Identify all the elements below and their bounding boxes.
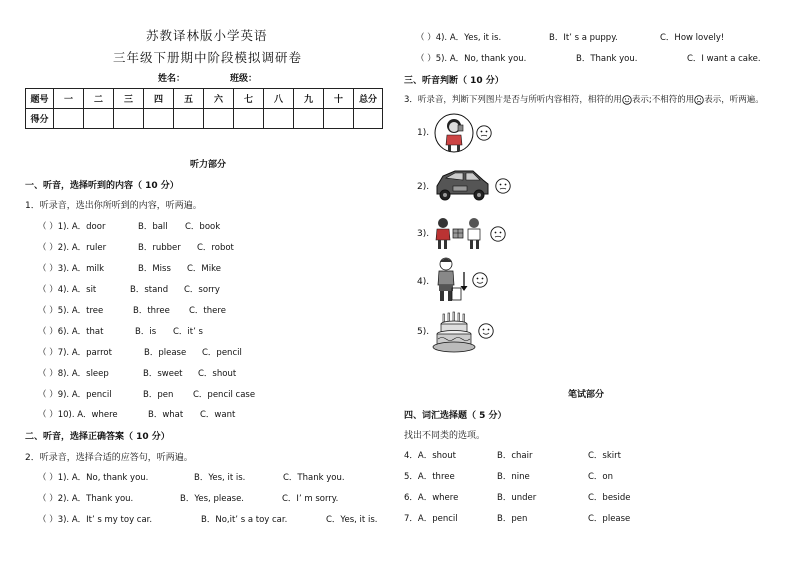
section3-heading: 三、听音判断（ 10 分） (404, 76, 504, 86)
score-cell[interactable] (324, 109, 354, 129)
question-a: （ ）2). A．ruler (38, 243, 107, 253)
sad-face-icon (495, 178, 511, 194)
class-label: 班级： (230, 74, 258, 84)
question-a: （ ）10). A．where (38, 410, 118, 420)
smile-face-icon (478, 323, 494, 339)
picture-label: 4). (417, 277, 430, 287)
question-a: （ ）8). A．sleep (38, 369, 109, 379)
option-c: C．pencil (202, 348, 242, 358)
option-c: C．beside (588, 493, 631, 503)
smile-face-icon (622, 95, 632, 105)
score-header-cell: 十 (324, 89, 354, 109)
score-cell[interactable] (294, 109, 324, 129)
section2-heading: 二、听音，选择正确答案（ 10 分） (25, 432, 170, 442)
instruction-text: 表示;不相符的用 (631, 95, 695, 105)
question-a: （ ）1). A．No, thank you. (38, 473, 149, 483)
option-b: B．three (133, 306, 170, 316)
option-c: C．Yes, it is. (326, 515, 378, 525)
option-c: C．it’ s (173, 327, 203, 337)
option-b: B．It’ s a puppy. (549, 33, 618, 43)
question-a: （ ）2). A．Thank you. (38, 494, 134, 504)
instruction-text: 表示，听两遍。 (704, 95, 764, 105)
score-table-header-row (26, 89, 383, 109)
score-cell[interactable] (144, 109, 174, 129)
score-header-cell: 七 (234, 89, 264, 109)
section2-instruction: 2．听录音，选择合适的应答句，听两遍。 (25, 453, 193, 463)
option-a: 6．A．where (404, 493, 459, 503)
option-c: C．on (588, 472, 614, 482)
option-c: C．Thank you. (283, 473, 345, 483)
section3-instruction (404, 93, 764, 105)
option-c: C．want (200, 410, 236, 420)
option-a: 5．A．three (404, 472, 455, 482)
option-b: B．what (148, 410, 184, 420)
score-header-cell: 八 (264, 89, 294, 109)
exam-subtitle: 三年级下册期中阶段模拟调研卷 (113, 50, 303, 65)
option-b: B．nine (497, 472, 530, 482)
section1-heading: 一、听音，选择听到的内容（ 10 分） (25, 181, 179, 191)
option-b: B．is (135, 327, 157, 337)
score-cell[interactable] (114, 109, 144, 129)
option-c: C．skirt (588, 451, 621, 461)
option-b: B．Thank you. (576, 54, 638, 64)
boy-sitting-icon (434, 256, 470, 304)
option-c: C．there (189, 306, 226, 316)
option-b: B．chair (497, 451, 533, 461)
question-a: （ ）6). A．that (38, 327, 104, 337)
option-b: B．Miss (138, 264, 171, 274)
picture-label: 2). (417, 182, 430, 192)
score-header-cell: 一 (54, 89, 84, 109)
picture-label: 3). (417, 229, 430, 239)
score-table-score-row (26, 109, 383, 129)
car-icon (433, 166, 491, 202)
smile-face-icon (472, 272, 488, 288)
name-label: 姓名： (158, 74, 186, 84)
option-c: C．pencil case (193, 390, 256, 400)
option-b: B．stand (130, 285, 169, 295)
score-cell[interactable] (54, 109, 84, 129)
score-row-label: 得分 (26, 109, 54, 129)
question-a: （ ）4). A．Yes, it is. (416, 33, 502, 43)
option-b: B．sweet (143, 369, 183, 379)
picture-label: 1). (417, 128, 430, 138)
score-cell[interactable] (84, 109, 114, 129)
question-a: （ ）4). A．sit (38, 285, 97, 295)
option-c: C．please (588, 514, 631, 524)
score-cell[interactable] (234, 109, 264, 129)
score-cell[interactable] (264, 109, 294, 129)
option-b: B．ball (138, 222, 168, 232)
score-table (25, 88, 383, 129)
option-c: C．How lovely! (660, 33, 725, 43)
option-b: B．under (497, 493, 537, 503)
sad-face-icon (694, 95, 704, 105)
question-a: （ ）1). A．door (38, 222, 106, 232)
score-header-cell: 题号 (26, 89, 54, 109)
question-a: （ ）9). A．pencil (38, 390, 112, 400)
listening-part-title: 听力部分 (190, 160, 227, 170)
exam-title: 苏教译林版小学英语 (146, 28, 268, 43)
option-c: C．Mike (187, 264, 221, 274)
score-header-cell: 二 (84, 89, 114, 109)
score-header-cell: 四 (144, 89, 174, 109)
score-cell[interactable] (204, 109, 234, 129)
option-b: B．rubber (138, 243, 181, 253)
option-b: B．Yes, please. (180, 494, 245, 504)
score-header-cell: 九 (294, 89, 324, 109)
section4-instruction: 找出不同类的选项。 (404, 431, 486, 441)
option-c: C．I want a cake. (687, 54, 761, 64)
gift-exchange-icon (433, 216, 485, 250)
option-c: C．I’ m sorry. (282, 494, 339, 504)
birthday-cake-icon (432, 311, 476, 355)
option-b: B．pen (497, 514, 528, 524)
question-a: （ ）3). A．It’ s my toy car. (38, 515, 153, 525)
question-a: （ ）7). A．parrot (38, 348, 112, 358)
question-a: （ ）5). A．No, thank you. (416, 54, 527, 64)
sad-face-icon (476, 125, 492, 141)
option-c: C．shout (198, 369, 237, 379)
section1-instruction: 1．听录音，选出你所听到的内容，听两遍。 (25, 201, 202, 211)
option-b: B．No,it’ s a toy car. (201, 515, 288, 525)
option-a: 4．A．shout (404, 451, 456, 461)
picture-label: 5). (417, 327, 430, 337)
score-cell[interactable] (174, 109, 204, 129)
score-header-cell: 三 (114, 89, 144, 109)
score-header-cell: 总分 (354, 89, 383, 109)
option-b: B．Yes, it is. (194, 473, 246, 483)
score-cell[interactable] (354, 109, 383, 129)
question-a: （ ）5). A．tree (38, 306, 104, 316)
question-a: （ ）3). A．milk (38, 264, 105, 274)
sad-face-icon (490, 226, 506, 242)
option-c: C．sorry (184, 285, 220, 295)
score-header-cell: 五 (174, 89, 204, 109)
option-b: B．pen (143, 390, 174, 400)
instruction-text: 3．听录音，判断下列图片是否与所听内容相符，相符的用 (404, 95, 622, 105)
option-c: C．book (185, 222, 221, 232)
girl-drinking-icon (434, 112, 474, 154)
written-part-title: 笔试部分 (568, 390, 605, 400)
option-b: B．please (144, 348, 187, 358)
score-header-cell: 六 (204, 89, 234, 109)
section4-heading: 四、词汇选择题（ 5 分） (404, 411, 507, 421)
option-c: C．robot (197, 243, 234, 253)
option-a: 7．A．pencil (404, 514, 458, 524)
